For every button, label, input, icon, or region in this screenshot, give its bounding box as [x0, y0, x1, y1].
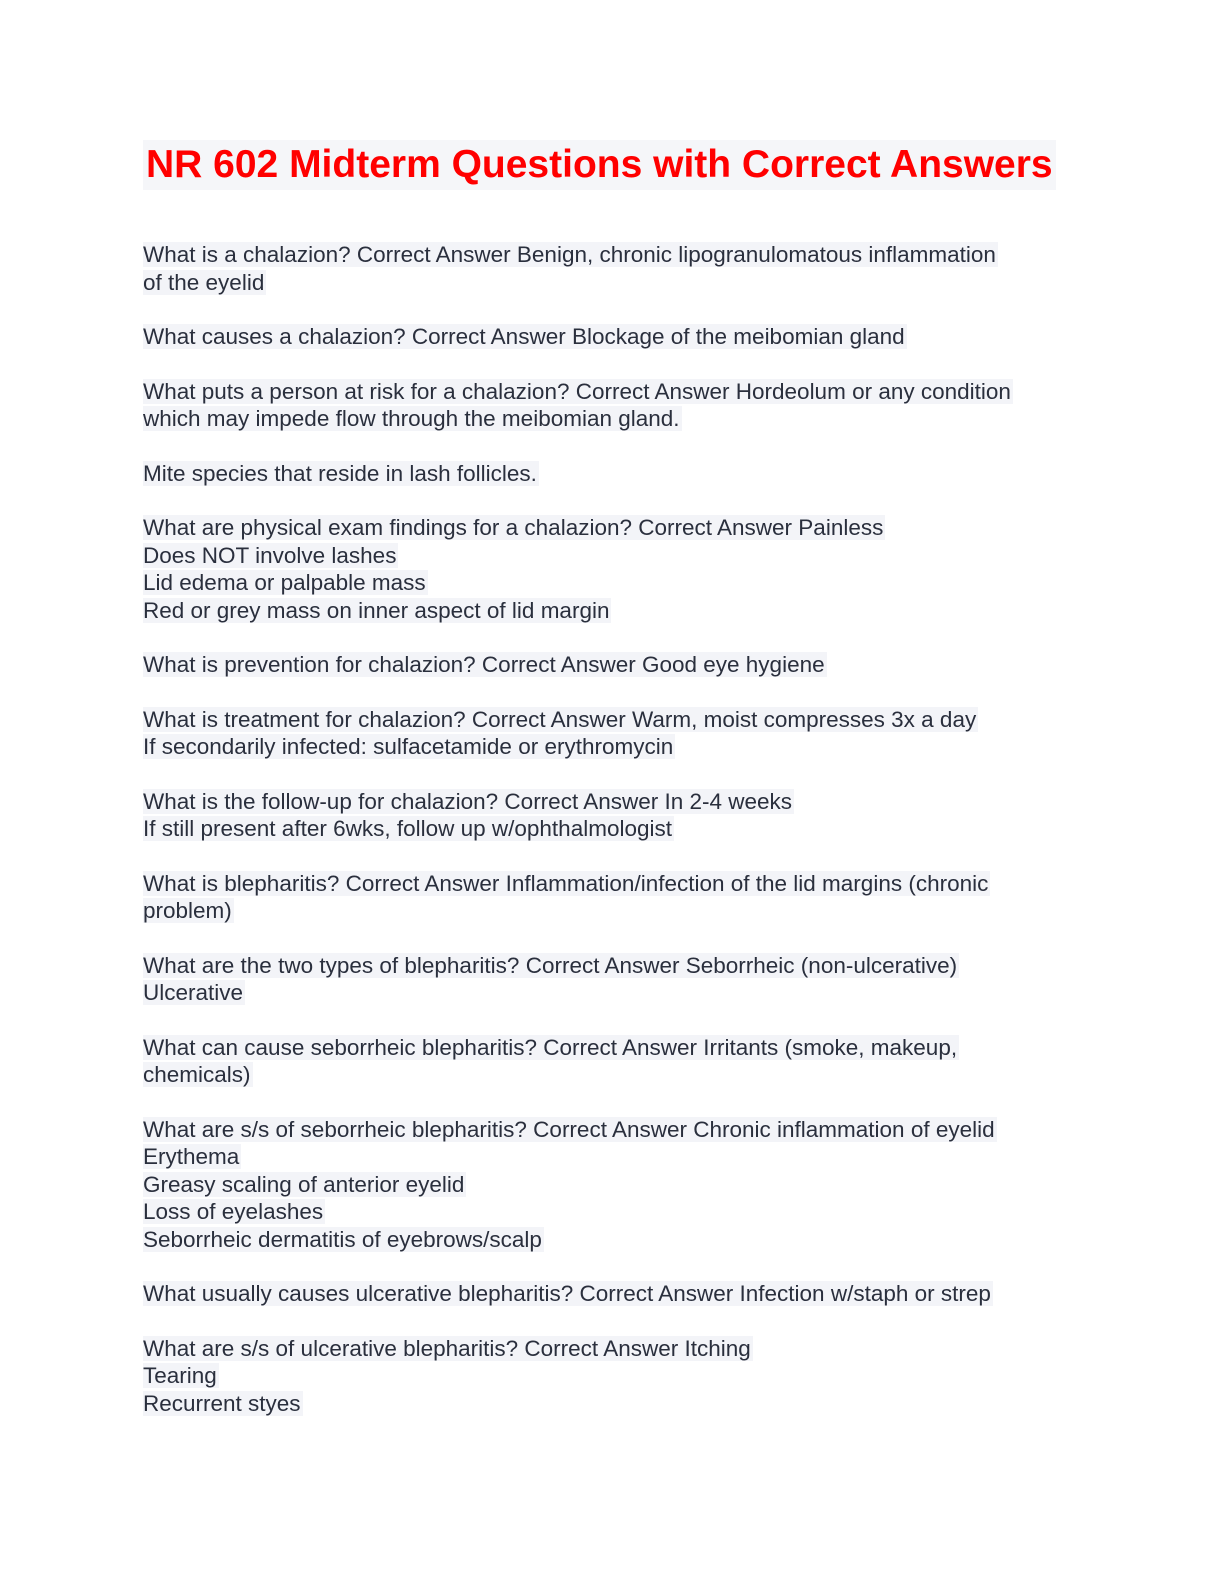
qa-entry: [143, 1116, 1083, 1254]
qa-line-text: Loss of eyelashes: [143, 1199, 324, 1224]
qa-answer-line: [143, 1143, 1083, 1171]
qa-question-line: [143, 706, 1083, 734]
qa-answer-line: [143, 815, 1083, 843]
qa-answer-line: [143, 1061, 1083, 1089]
qa-question-line: [143, 241, 1083, 269]
qa-line-text: Seborrheic dermatitis of eyebrows/scalp: [143, 1226, 542, 1252]
qa-answer-line: [143, 897, 1083, 925]
qa-answer-line: [143, 269, 1083, 297]
qa-line-text: What is prevention for chalazion? Correct Answer Good eye hygiene: [143, 652, 825, 677]
qa-line-text: What can cause seborrheic blepharitis? Correct Answer Irritants (smoke, makeup,: [143, 1034, 958, 1060]
qa-entry: [143, 788, 1083, 843]
qa-question-line: [143, 378, 1083, 406]
qa-answer-line: [143, 405, 1083, 433]
qa-line-text: What puts a person at risk for a chalazion? Correct Answer Hordeolum or any condition: [143, 378, 1011, 404]
qa-line-text: chemicals): [143, 1062, 251, 1087]
qa-line-text: What causes a chalazion? Correct Answer Blockage of the meibomian gland: [143, 324, 905, 349]
page-title: NR 602 Midterm Questions with Correct Answers: [143, 140, 1056, 190]
qa-line-text: What are the two types of blepharitis? Correct Answer Seborrheic (non-ulcerative): [143, 952, 958, 978]
qa-line-text: What are physical exam findings for a chalazion? Correct Answer Painless: [143, 515, 884, 540]
qa-question-line: [143, 1335, 1083, 1363]
qa-list: [143, 241, 1083, 1444]
qa-answer-line: [143, 542, 1083, 570]
qa-question-line: [143, 952, 1083, 980]
qa-line-text: Ulcerative: [143, 980, 244, 1005]
qa-line-text: What is treatment for chalazion? Correct Answer Warm, moist compresses 3x a day: [143, 706, 977, 732]
qa-question-line: [143, 788, 1083, 816]
qa-answer-line: [143, 733, 1083, 761]
qa-answer-line: [143, 1390, 1083, 1418]
qa-answer-line: [143, 1171, 1083, 1199]
qa-entry: [143, 514, 1083, 624]
qa-answer-line: [143, 597, 1083, 625]
qa-question-line: [143, 1280, 1083, 1308]
qa-answer-line: [143, 1362, 1083, 1390]
qa-line-text: Greasy scaling of anterior eyelid: [143, 1171, 465, 1197]
qa-line-text: If still present after 6wks, follow up w/ophthalmologist: [143, 816, 672, 841]
qa-answer-line: [143, 569, 1083, 597]
qa-line-text: If secondarily infected: sulfacetamide or erythromycin: [143, 734, 674, 759]
qa-question-line: [143, 870, 1083, 898]
qa-entry: [143, 460, 1083, 488]
qa-entry: [143, 1034, 1083, 1089]
qa-entry: [143, 1335, 1083, 1418]
qa-line-text: Mite species that reside in lash follicles.: [143, 460, 537, 486]
qa-question-line: [143, 651, 1083, 679]
qa-line-text: What are s/s of ulcerative blepharitis? Correct Answer Itching: [143, 1335, 751, 1361]
qa-entry: [143, 651, 1083, 679]
qa-entry: [143, 378, 1083, 433]
qa-entry: [143, 241, 1083, 296]
qa-question-line: [143, 323, 1083, 351]
qa-line-text: What is the follow-up for chalazion? Correct Answer In 2-4 weeks: [143, 788, 793, 814]
qa-answer-line: [143, 979, 1083, 1007]
qa-line-text: problem): [143, 898, 232, 923]
qa-answer-line: [143, 1226, 1083, 1254]
qa-entry: [143, 952, 1083, 1007]
qa-line-text: Recurrent styes: [143, 1390, 301, 1416]
qa-question-line: [143, 460, 1083, 488]
qa-line-text: What is blepharitis? Correct Answer Inflammation/infection of the lid margins (chronic: [143, 870, 989, 896]
qa-line-text: Lid edema or palpable mass: [143, 570, 426, 595]
qa-question-line: [143, 514, 1083, 542]
qa-line-text: of the eyelid: [143, 269, 265, 295]
qa-line-text: What are s/s of seborrheic blepharitis? Correct Answer Chronic inflammation of eyelid: [143, 1116, 995, 1142]
qa-answer-line: [143, 1198, 1083, 1226]
qa-question-line: [143, 1034, 1083, 1062]
qa-line-text: Does NOT involve lashes: [143, 542, 397, 568]
qa-entry: [143, 706, 1083, 761]
qa-line-text: What is a chalazion? Correct Answer Benign, chronic lipogranulomatous inflammation: [143, 242, 996, 267]
qa-entry: [143, 323, 1083, 351]
qa-entry: [143, 1280, 1083, 1308]
qa-line-text: Tearing: [143, 1363, 217, 1388]
qa-line-text: Red or grey mass on inner aspect of lid margin: [143, 597, 610, 623]
qa-line-text: which may impede flow through the meibomian gland.: [143, 406, 680, 431]
qa-line-text: Erythema: [143, 1144, 240, 1169]
qa-entry: [143, 870, 1083, 925]
qa-question-line: [143, 1116, 1083, 1144]
qa-line-text: What usually causes ulcerative blepharitis? Correct Answer Infection w/staph or strep: [143, 1281, 991, 1306]
